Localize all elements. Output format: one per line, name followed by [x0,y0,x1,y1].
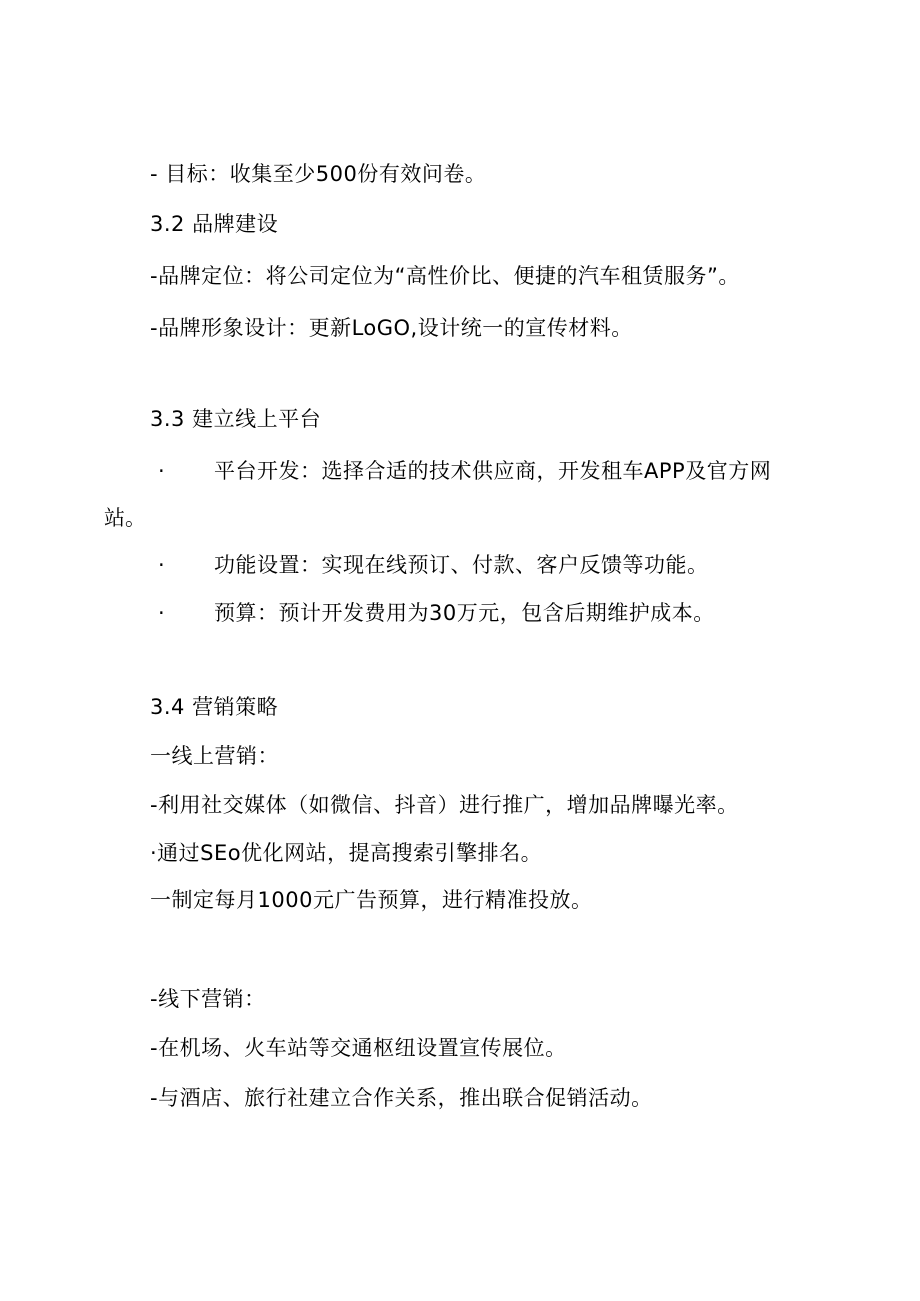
section-3-2-heading: 3.2 品牌建设 [150,212,279,236]
goal-line: - 目标：收集至少500份有效问卷。 [150,162,487,186]
brand-image-line: -品牌形象设计：更新LoGO,设计统一的宣传材料。 [150,316,633,340]
brand-positioning-line: -品牌定位：将公司定位为“高性价比、便捷的汽车租赁服务”。 [150,264,740,288]
booths-line: -在机场、火车站等交通枢纽设置宣传展位。 [150,1036,567,1060]
section-3-4-heading: 3.4 营销策略 [150,695,279,719]
bullet-marker: · [158,601,165,625]
platform-dev-line: 平台开发：选择合适的技术供应商，开发租车APP及官方网 [214,459,772,483]
platform-dev-continuation: 站。 [104,506,146,530]
bullet-marker: · [158,459,165,483]
online-marketing-line: 一线上营销： [150,744,279,768]
features-line: 功能设置：实现在线预订、付款、客户反馈等功能。 [214,553,709,577]
social-media-line: -利用社交媒体（如微信、抖音）进行推广，增加品牌曝光率。 [150,793,739,817]
seo-line: ·通过SEo优化网站，提高搜索引擎排名。 [150,841,543,865]
section-3-3-heading: 3.3 建立线上平台 [150,407,322,431]
bullet-marker: · [158,553,165,577]
offline-marketing-line: -线下营销： [150,987,266,1011]
ad-budget-line: 一制定每月1000元广告预算，进行精准投放。 [150,888,593,912]
partnerships-line: -与酒店、旅行社建立合作关系，推出联合促销活动。 [150,1086,653,1110]
budget-line: 预算：预计开发费用为30万元，包含后期维护成本。 [214,601,715,625]
